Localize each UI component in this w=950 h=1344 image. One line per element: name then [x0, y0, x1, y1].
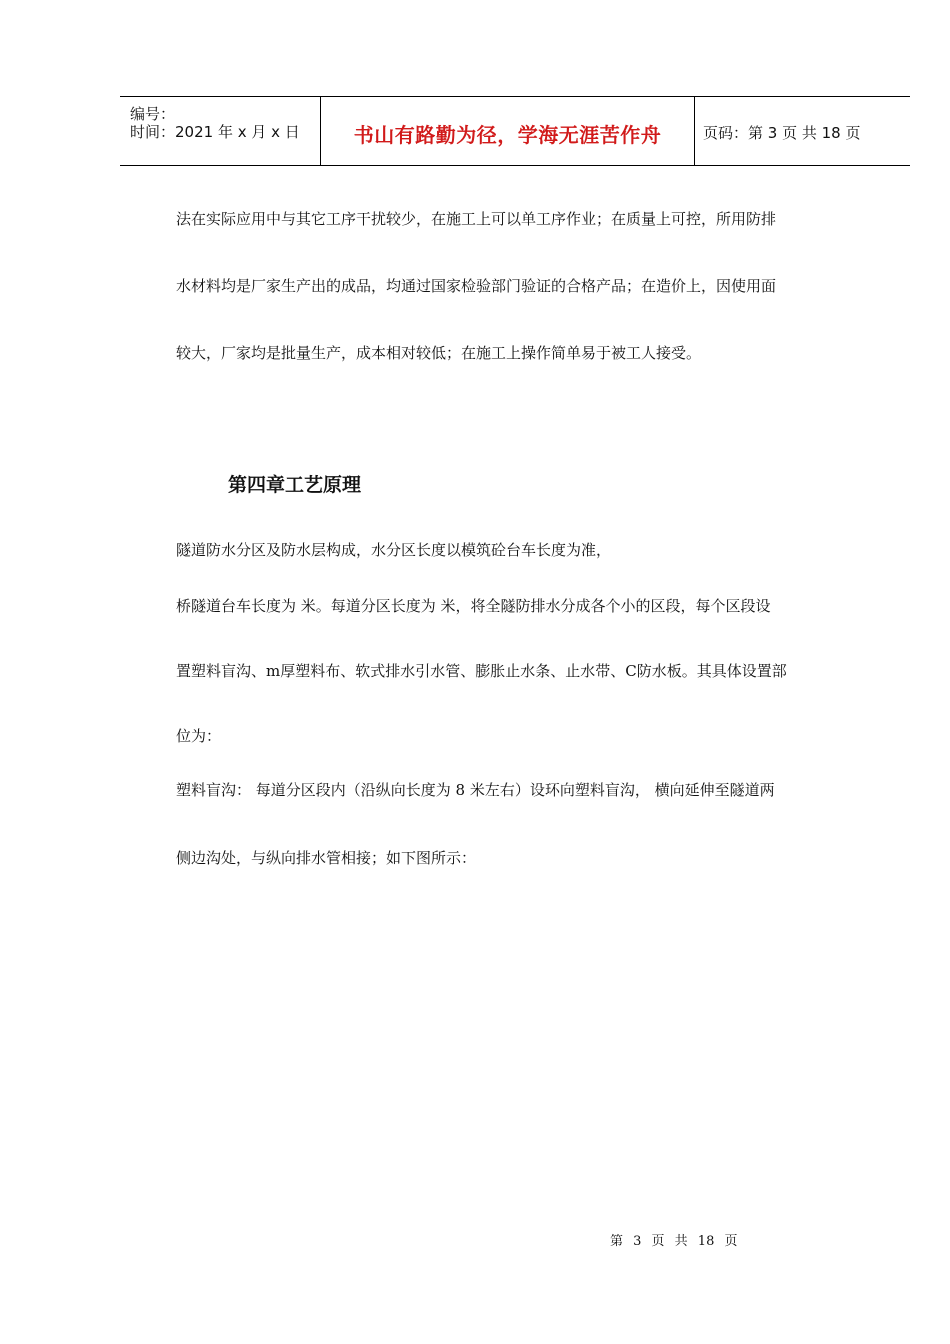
- document-header: [120, 96, 910, 166]
- paragraph-line: 侧边沟处，与纵向排水管相接；如下图所示：: [176, 849, 477, 867]
- chapter-heading: 第四章工艺原理: [228, 474, 362, 496]
- time-label: 时间：2021 年 x 月 x 日: [130, 123, 300, 141]
- paragraph-line: 法在实际应用中与其它工序干扰较少，在施工上可以单工序作业；在质量上可控，所用防排: [176, 210, 777, 228]
- page-footer: 第 3 页 共 18 页: [610, 1234, 738, 1249]
- header-motto: 书山有路勤为径，学海无涯苦作舟: [353, 123, 662, 147]
- header-motto-cell: [321, 97, 695, 165]
- paragraph-line: 桥隧道台车长度为 米。每道分区长度为 米，将全隧防排水分成各个小的区段，每个区段设: [176, 597, 771, 615]
- paragraph-line: 置塑料盲沟、m厚塑料布、软式排水引水管、膨胀止水条、止水带、C防水板。其具体设置部: [176, 662, 787, 680]
- paragraph-line: 水材料均是厂家生产出的成品，均通过国家检验部门验证的合格产品；在造价上，因使用面: [176, 277, 777, 295]
- header-meta-cell: [120, 97, 321, 165]
- paragraph-line: 隧道防水分区及防水层构成，水分区长度以模筑砼台车长度为准，: [176, 541, 612, 559]
- paragraph-line: 塑料盲沟： 每道分区段内（沿纵向长度为 8 米左右）设环向塑料盲沟， 横向延伸至隧道两: [176, 781, 775, 799]
- header-page-cell: [695, 97, 910, 165]
- paragraph-line: 较大，厂家均是批量生产，成本相对较低；在施工上操作简单易于被工人接受。: [176, 344, 702, 362]
- header-page-info: 页码：第 3 页 共 18 页: [703, 124, 861, 142]
- number-label: 编号：: [130, 105, 176, 123]
- paragraph-line: 位为：: [176, 727, 222, 745]
